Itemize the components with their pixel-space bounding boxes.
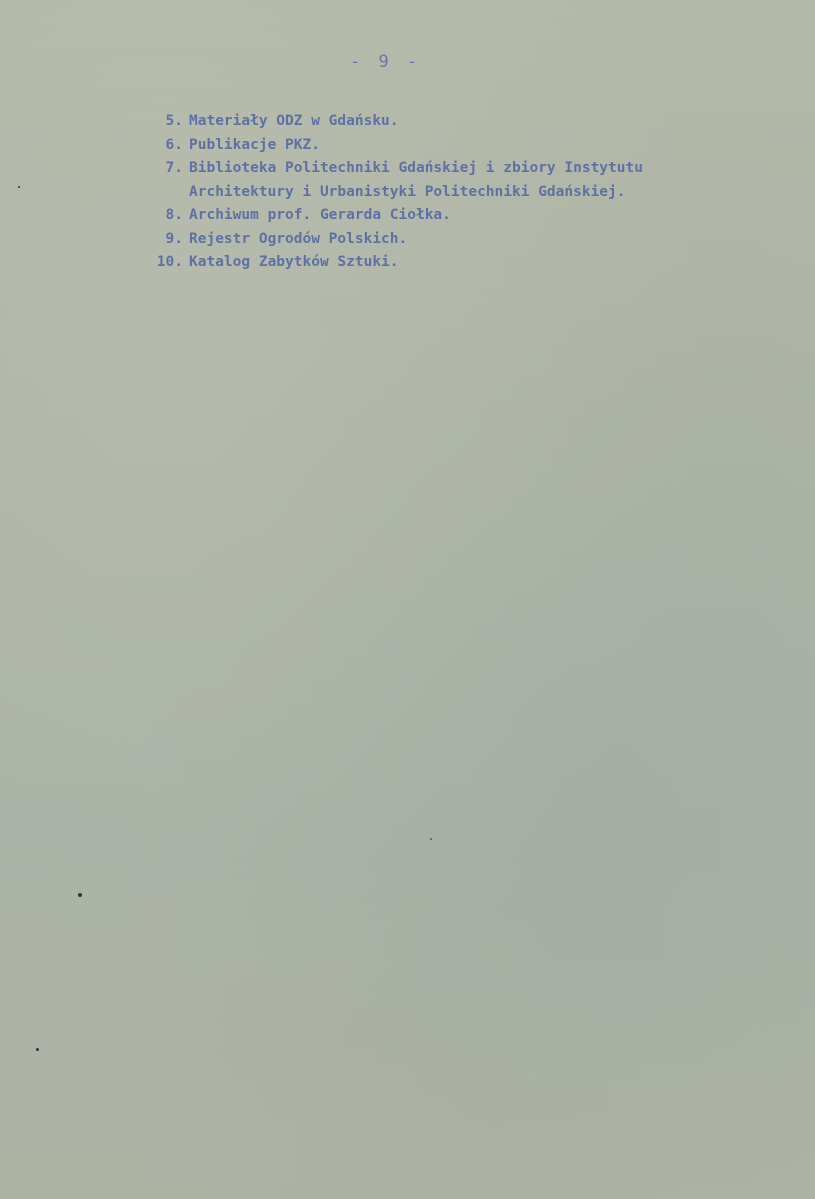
paper-speck	[18, 186, 20, 188]
sources-list	[138, 110, 643, 275]
list-item	[138, 251, 643, 275]
list-item-text: Materiały ODZ w Gdańsku.	[189, 113, 399, 129]
list-item-number: 9.	[165, 230, 183, 247]
paper-speck	[78, 893, 82, 897]
list-item-number: 6.	[165, 136, 183, 153]
list-item-text: Archiwum prof. Gerarda Ciołka.	[189, 207, 451, 223]
paper-speck	[430, 838, 432, 840]
list-item	[138, 134, 643, 158]
list-item	[138, 204, 643, 228]
list-item	[138, 228, 643, 252]
list-item-text: Publikacje PKZ.	[189, 136, 320, 153]
list-item-text: Rejestr Ogrodów Polskich.	[189, 230, 408, 247]
list-item-number: 7.	[165, 160, 183, 176]
list-item-continuation: Architektury i Urbanistyki Politechniki Gdańskiej.	[189, 183, 626, 200]
list-item-number: 5.	[165, 113, 183, 129]
list-item-number: 10.	[156, 254, 183, 270]
list-item	[138, 110, 643, 134]
paper-speck	[36, 1048, 39, 1051]
list-item-text: Katalog Zabytków Sztuki.	[189, 254, 399, 270]
list-item-text: Biblioteka Politechniki Gdańskiej i zbiory Instytutu	[189, 160, 643, 176]
list-item-number: 8.	[165, 207, 183, 223]
page-number: - 9 -	[350, 52, 422, 72]
list-item	[138, 157, 643, 181]
